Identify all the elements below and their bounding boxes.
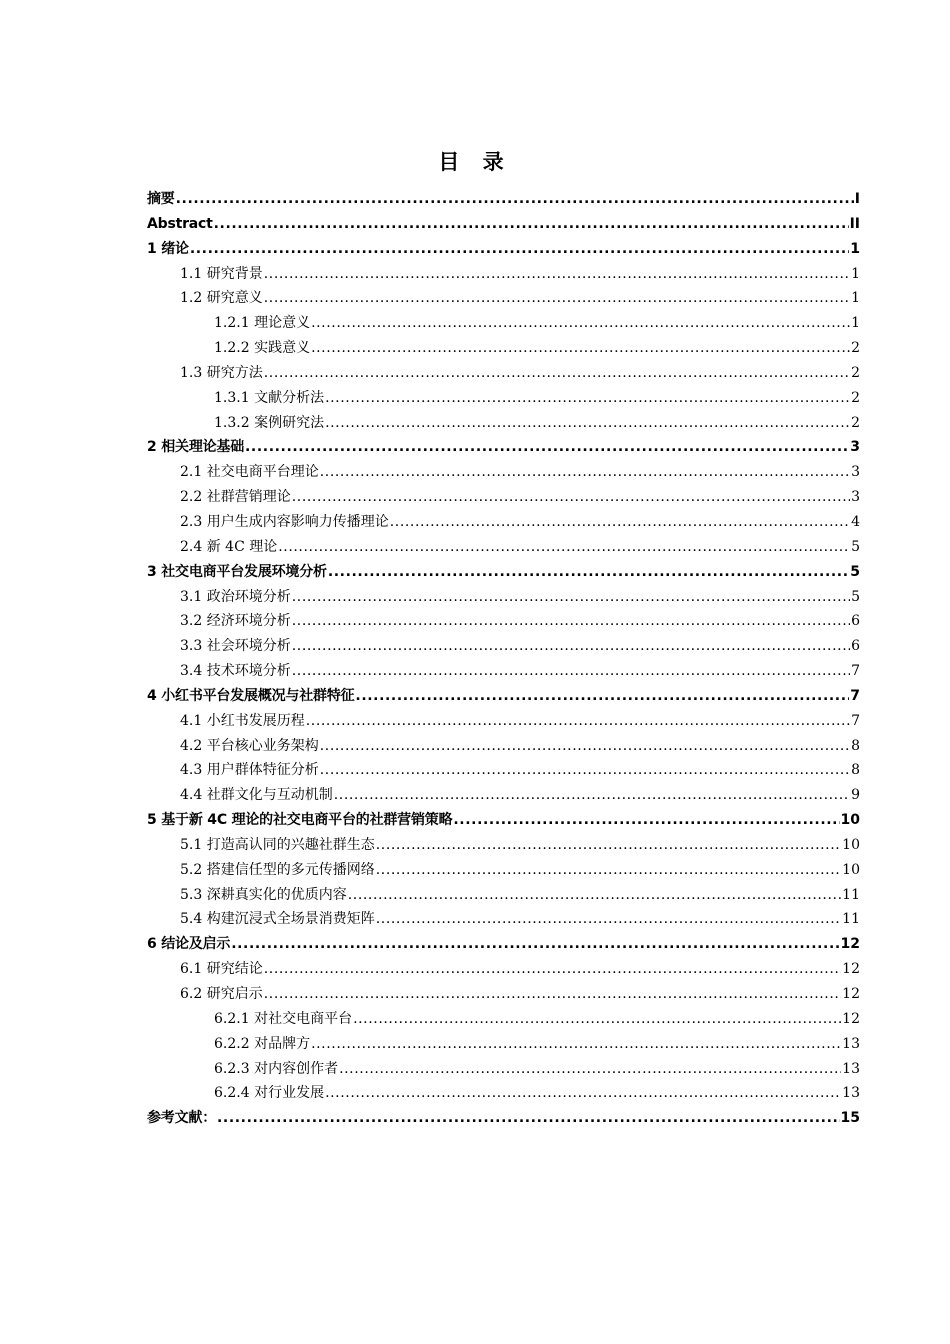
toc-entry-page-number: 2 xyxy=(851,414,860,431)
dot-leader xyxy=(245,435,849,460)
toc-entry[interactable] xyxy=(147,585,860,610)
toc-entry[interactable] xyxy=(147,485,860,510)
toc-entry-page-number: 13 xyxy=(842,1060,860,1077)
toc-entry-page-number: 11 xyxy=(842,886,860,903)
toc-entry-page-number: 6 xyxy=(851,638,860,655)
toc-entry-label: 4.4 社群文化与互动机制 xyxy=(180,787,333,804)
toc-entry[interactable] xyxy=(147,286,860,311)
toc-entry-label: 6.2.3 对内容创作者 xyxy=(214,1060,339,1077)
toc-entry-page-number: 10 xyxy=(842,861,860,878)
toc-entry-label: Abstract xyxy=(147,215,213,232)
toc-entry-label: 6.2 研究启示 xyxy=(180,986,263,1002)
toc-entry-page-number: 2 xyxy=(851,364,860,381)
dot-leader xyxy=(264,982,841,1007)
toc-entry-label: 3.2 经济环境分析 xyxy=(180,613,291,630)
toc-entry-page-number: 8 xyxy=(851,737,860,754)
dot-leader xyxy=(390,510,850,535)
dot-leader xyxy=(264,361,850,386)
toc-entry-label: 4 小红书平台发展概况与社群特征 xyxy=(147,687,355,704)
toc-entry-page-number: 5 xyxy=(851,538,860,555)
toc-entry[interactable] xyxy=(147,659,860,684)
toc-entry-page-number: 3 xyxy=(851,489,860,506)
toc-entry-page-number: 1 xyxy=(851,290,860,307)
dot-leader xyxy=(311,336,850,361)
dot-leader xyxy=(214,212,849,237)
dot-leader xyxy=(339,1057,841,1082)
toc-entry-label: 2.2 社群营销理论 xyxy=(180,489,291,506)
toc-entry-page-number: 12 xyxy=(842,1010,860,1027)
dot-leader xyxy=(190,237,849,262)
dot-leader xyxy=(292,485,850,510)
dot-leader xyxy=(320,460,850,485)
dot-leader xyxy=(264,262,850,287)
toc-entry-label: 3.1 政治环境分析 xyxy=(180,588,291,605)
toc-entry-label: 3.4 技术环境分析 xyxy=(180,663,291,680)
toc-entry[interactable] xyxy=(147,684,860,709)
dot-leader xyxy=(320,734,850,759)
dot-leader xyxy=(176,187,854,212)
toc-entry-label: 1.3.2 案例研究法 xyxy=(214,414,325,431)
toc-entry-label: 1.1 研究背景 xyxy=(180,265,263,282)
toc-entry-page-number: 9 xyxy=(851,787,860,804)
toc-entry-page-number: 3 xyxy=(851,464,860,481)
toc-entry-label: 2.4 新 4C 理论 xyxy=(180,538,278,555)
toc-entry-label: 5 基于新 4C 理论的社交电商平台的社群营销策略 xyxy=(147,812,453,829)
toc-entry-label: 6.2.4 对行业发展 xyxy=(214,1085,325,1102)
toc-entry-label: 5.2 搭建信任型的多元传播网络 xyxy=(180,861,375,878)
dot-leader xyxy=(348,883,841,908)
toc-entry-label: 5.4 构建沉浸式全场景消费矩阵 xyxy=(180,911,375,928)
toc-entry[interactable] xyxy=(147,212,860,237)
dot-leader xyxy=(217,1106,840,1131)
toc-entry-page-number: 6 xyxy=(851,613,860,630)
toc-entry-label: 4.1 小红书发展历程 xyxy=(180,712,305,729)
toc-entry[interactable] xyxy=(147,907,860,932)
dot-leader xyxy=(376,833,841,858)
toc-entry-page-number: 2 xyxy=(851,389,860,406)
toc-entry-label: 摘要 xyxy=(147,191,175,207)
toc-entry[interactable] xyxy=(147,808,860,833)
toc-entry-page-number: 7 xyxy=(851,712,860,729)
toc-entry-page-number: 1 xyxy=(850,240,860,257)
toc-entry-page-number: 11 xyxy=(842,911,860,928)
toc-entry[interactable] xyxy=(147,833,860,858)
toc-entry-label: 4.2 平台核心业务架构 xyxy=(180,737,319,754)
dot-leader xyxy=(292,585,850,610)
toc-entry-label: 6.1 研究结论 xyxy=(180,961,263,978)
toc-entry[interactable] xyxy=(147,1081,860,1106)
toc-entry-label: 2.1 社交电商平台理论 xyxy=(180,464,319,481)
toc-entry[interactable] xyxy=(147,560,860,585)
toc-entry-label: 4.3 用户群体特征分析 xyxy=(180,762,319,779)
dot-leader xyxy=(278,535,850,560)
toc-entry-label: 1.2.2 实践意义 xyxy=(214,340,311,357)
toc-entry[interactable] xyxy=(147,411,860,436)
toc-entry-page-number: 10 xyxy=(842,836,860,853)
toc-entry[interactable] xyxy=(147,460,860,485)
dot-leader xyxy=(353,1007,841,1032)
dot-leader xyxy=(311,1032,841,1057)
dot-leader xyxy=(231,932,839,957)
dot-leader xyxy=(264,957,841,982)
toc-entry[interactable] xyxy=(147,435,860,460)
dot-leader xyxy=(453,808,839,833)
dot-leader xyxy=(334,783,850,808)
toc-entry[interactable] xyxy=(147,758,860,783)
toc-entry[interactable] xyxy=(147,858,860,883)
dot-leader xyxy=(325,1081,841,1106)
dot-leader xyxy=(320,758,850,783)
toc-entry-label: 1.2 研究意义 xyxy=(180,290,263,307)
toc-entry[interactable] xyxy=(147,1106,860,1131)
toc-entry-page-number: 12 xyxy=(842,961,860,978)
toc-entry[interactable] xyxy=(147,783,860,808)
toc-entry-label: 3.3 社会环境分析 xyxy=(180,638,291,655)
toc-entry-page-number: 1 xyxy=(851,315,860,332)
toc-entry-page-number: 1 xyxy=(851,265,860,282)
toc-entry-page-number: 13 xyxy=(842,1035,860,1052)
toc-entry-label: 3 社交电商平台发展环境分析 xyxy=(147,563,327,580)
toc-entry-page-number: 2 xyxy=(851,340,860,357)
toc-entry[interactable] xyxy=(147,609,860,634)
toc-entry-label: 6.2.1 对社交电商平台 xyxy=(214,1010,353,1027)
dot-leader xyxy=(311,311,850,336)
toc-entry[interactable] xyxy=(147,361,860,386)
toc-entry-page-number: 7 xyxy=(851,663,860,680)
toc-entry-page-number: II xyxy=(849,215,860,232)
toc-entry[interactable] xyxy=(147,187,860,212)
toc-entry[interactable] xyxy=(147,510,860,535)
dot-leader xyxy=(376,907,841,932)
toc-entry[interactable] xyxy=(147,957,860,982)
toc-entry[interactable] xyxy=(147,535,860,560)
dot-leader xyxy=(325,386,850,411)
dot-leader xyxy=(376,858,841,883)
toc-entry-page-number: 12 xyxy=(842,986,860,1002)
toc-entry[interactable] xyxy=(147,982,860,1007)
dot-leader xyxy=(292,609,850,634)
toc-entry[interactable] xyxy=(147,883,860,908)
toc-entry[interactable] xyxy=(147,1057,860,1082)
toc-entry-page-number: 13 xyxy=(842,1085,860,1102)
toc-entry-label: 2 相关理论基础 xyxy=(147,439,245,456)
toc-entry-page-number: 7 xyxy=(850,687,860,704)
toc-entry-page-number: I xyxy=(854,191,860,207)
toc-entry[interactable] xyxy=(147,1032,860,1057)
toc-entry[interactable] xyxy=(147,1007,860,1032)
toc-entry[interactable] xyxy=(147,262,860,287)
toc-entry-label: 1.2.1 理论意义 xyxy=(214,315,311,332)
dot-leader xyxy=(328,560,849,585)
toc-entry-label: 5.3 深耕真实化的优质内容 xyxy=(180,886,347,903)
toc-entry-label: 参考文献： xyxy=(147,1110,216,1127)
toc-entry-label: 1.3 研究方法 xyxy=(180,364,263,381)
toc-entry-page-number: 15 xyxy=(840,1110,860,1127)
dot-leader xyxy=(292,634,850,659)
toc-entry-page-number: 8 xyxy=(851,762,860,779)
toc-entry[interactable] xyxy=(147,932,860,957)
toc-entry-label: 6.2.2 对品牌方 xyxy=(214,1035,311,1052)
toc-entry-page-number: 3 xyxy=(850,439,860,456)
dot-leader xyxy=(292,659,850,684)
toc-entry[interactable] xyxy=(147,634,860,659)
toc-entry-page-number: 4 xyxy=(851,513,860,530)
toc-entry-page-number: 10 xyxy=(840,812,860,829)
toc-entry-label: 2.3 用户生成内容影响力传播理论 xyxy=(180,513,389,530)
toc-entry-page-number: 5 xyxy=(851,588,860,605)
dot-leader xyxy=(355,684,849,709)
toc-title: 目 录 xyxy=(438,150,512,174)
toc-entry-label: 1.3.1 文献分析法 xyxy=(214,389,325,406)
toc-entry[interactable] xyxy=(147,311,860,336)
dot-leader xyxy=(306,709,850,734)
toc-entry[interactable] xyxy=(147,237,860,262)
toc-entry-page-number: 5 xyxy=(850,563,860,580)
toc-entry-page-number: 12 xyxy=(840,936,860,953)
toc-entry[interactable] xyxy=(147,386,860,411)
toc-entry-label: 5.1 打造高认同的兴趣社群生态 xyxy=(180,836,375,853)
toc-entry[interactable] xyxy=(147,336,860,361)
dot-leader xyxy=(264,286,850,311)
toc-entry[interactable] xyxy=(147,734,860,759)
toc-entry-label: 1 绪论 xyxy=(147,240,189,257)
toc-entry-label: 6 结论及启示 xyxy=(147,936,231,953)
dot-leader xyxy=(325,411,850,436)
table-of-contents xyxy=(147,187,860,1131)
toc-entry[interactable] xyxy=(147,709,860,734)
